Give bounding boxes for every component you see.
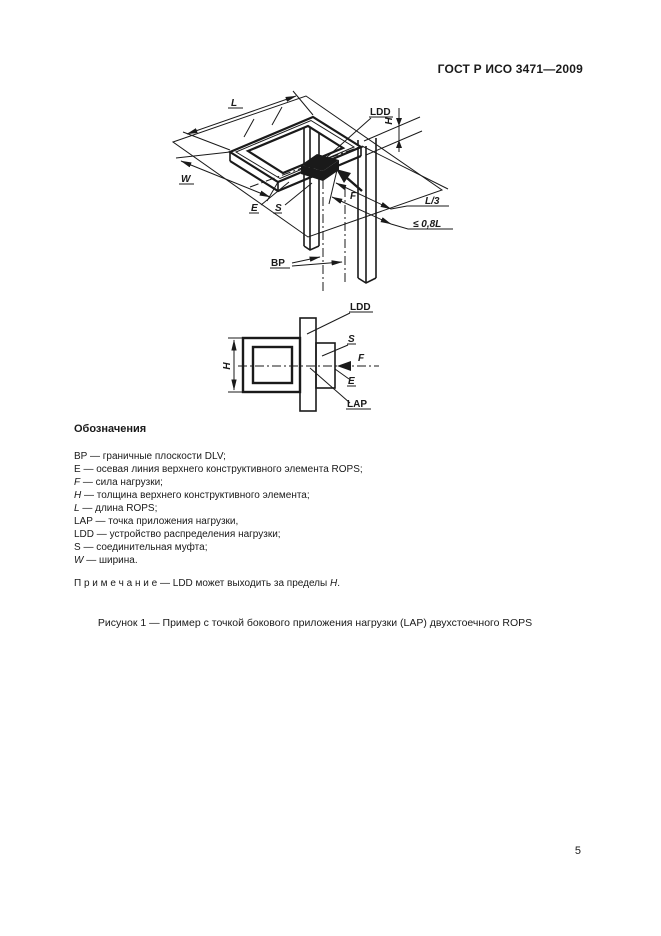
figure1-isometric-view [173,91,453,292]
note-suffix: . [337,578,341,589]
note-text: П р и м е ч а н и е — LDD может выходить за пределы [74,578,330,589]
e2-label-text: E [348,376,355,387]
legend-item: S — соединительная муфта; [74,542,208,553]
dimension-H2 [222,338,243,392]
legend-list [74,450,554,567]
label-LAP [310,368,371,410]
note [74,578,574,589]
legend-item: H — толщина верхнего конструктивного элемента; [74,490,310,501]
label-S2 [322,334,356,356]
force-arrow-F2 [337,353,365,371]
figure-caption: Рисунок 1 — Пример с точкой бокового приложения нагрузки (LAP) двухстоечного ROPS [97,617,533,629]
ldd2-label-text: LDD [350,302,371,313]
dim-label-H2: H [222,362,233,370]
note-symbol: H [330,578,338,589]
standard-number-header: ГОСТ Р ИСО 3471—2009 [437,62,583,76]
legend-item: BP — граничные плоскости DLV; [74,451,226,462]
bp-label-text: BP [271,258,285,269]
legend-title: Обозначения [74,423,147,435]
ldd-label-text: LDD [370,107,391,118]
label-LDD2 [307,302,373,334]
lap-label-text: LAP [347,399,367,410]
dim-label-L: L [231,98,238,109]
top-member-inner [253,347,292,383]
dim-label-L3: L/3 [425,196,440,207]
legend-item: W — ширина. [74,555,138,566]
e-label-text: E [251,203,258,214]
dim-label-max: ≤ 0,8L [413,219,442,230]
bp-plane-lines [323,180,345,292]
label-S [273,183,312,214]
s2-label-text: S [348,334,355,345]
label-BP [270,257,342,269]
ldd-plate [300,318,316,411]
legend-item: LDD — устройство распределения нагрузки; [74,529,281,540]
dim-label-H: H [384,117,395,125]
legend-item: L — длина ROPS; [74,503,158,514]
label-E2 [335,369,356,387]
s-label-text: S [275,203,282,214]
f-label-text: F [350,191,357,202]
f2-label-text: F [358,353,365,364]
dim-label-W: W [181,174,191,185]
legend-item: E — осевая линия верхнего конструктивного элемента ROPS; [74,464,363,475]
legend-item: LAP — точка приложения нагрузки, [74,516,239,527]
figure2-section-view [222,302,379,411]
legend-item: F — сила нагрузки; [74,477,163,488]
page-number: 5 [574,845,581,857]
